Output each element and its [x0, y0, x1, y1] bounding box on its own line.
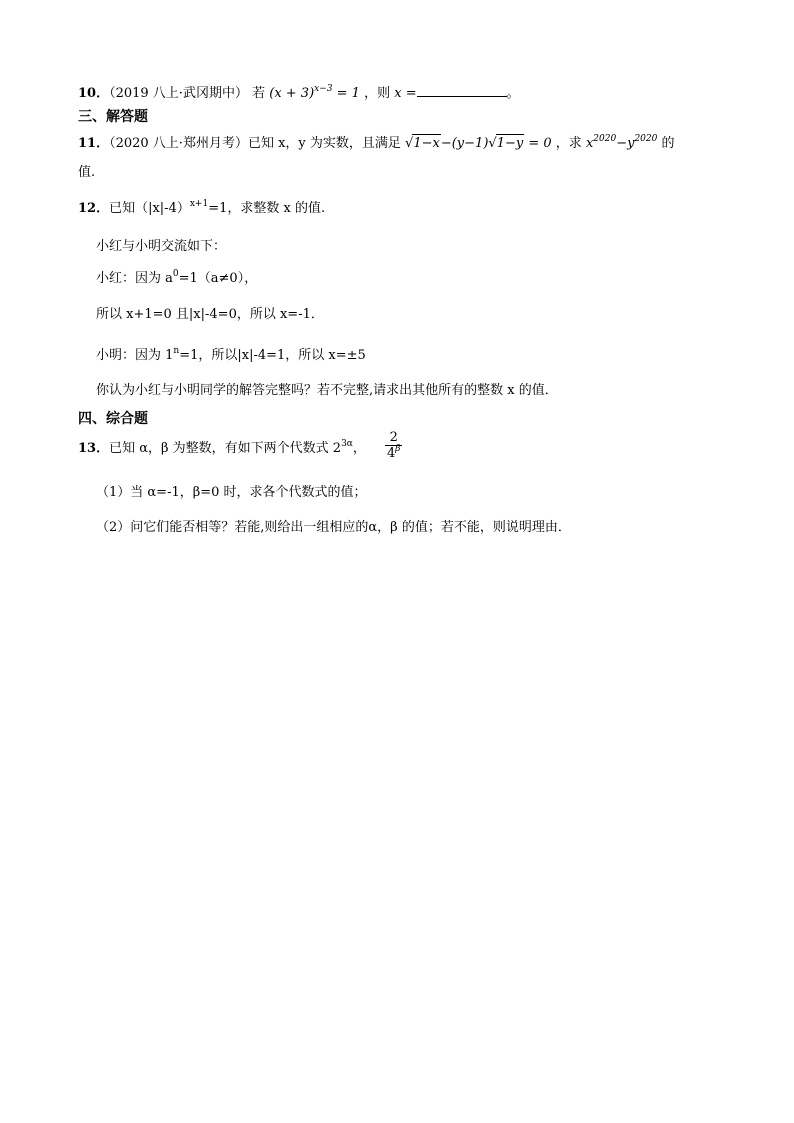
dialogue-line-3: 所以 x+1=0 且|x|-4=0，所以 x=-1． [96, 307, 324, 322]
math-exponent: x−3 [314, 84, 333, 94]
question-text: 已知 x，y 为实数，且满足 [247, 136, 401, 151]
dialogue-line-1: 小红与小明交流如下： [96, 239, 227, 254]
question-number: 10． [78, 86, 110, 101]
question-text: ，求 [555, 136, 582, 151]
math-var: x = [394, 86, 417, 101]
section-title-4: 四、综合题 [78, 411, 148, 427]
sub-question-2: （2）问它们能否相等？若能,则给出一组相应的α，β 的值；若不能，则说明理由． [96, 520, 571, 535]
question-text: ，则 [364, 86, 391, 101]
question-number: 11． [78, 136, 110, 151]
dialogue-line-4: 小明：因为 $1^n=1$，所以|x|-4=1，所以 x=±5 [96, 346, 366, 363]
question-text: 已知（|x|-4） [109, 201, 190, 216]
sqrt-expression: √1−x−(y−1)√1−y = 0 [405, 136, 552, 151]
question-12 [78, 200, 325, 219]
question-number: 12． [78, 201, 110, 216]
sub-question-1: （1）当 α=-1，β=0 时，求各个代数式的值； [96, 485, 367, 500]
dialogue-line-5: 你认为小红与小明同学的解答完整吗？若不完整,请求出其他所有的整数 x 的值． [96, 383, 558, 398]
question-text: 若 [252, 86, 266, 101]
question-source: （2020 八上·郑州月考） [109, 136, 248, 151]
question-13: 13．已知 α，β 为整数，有如下两个代数式 $2^{3\alpha}$， [78, 439, 366, 456]
question-10 [78, 84, 520, 104]
dialogue-line-2: 小红：因为 $a^0=1(a\ne 0)$， [96, 269, 258, 286]
question-text: 的 [661, 136, 675, 151]
section-title-3: 三、解答题 [78, 109, 148, 125]
math-exponent: 3α [341, 439, 353, 449]
math-base: (x + 3) [269, 86, 315, 101]
question-11 [78, 134, 675, 154]
question-11-line2: 值. [78, 165, 96, 180]
math-rhs: = 1 [332, 86, 360, 101]
question-text: 已知 α，β 为整数，有如下两个代数式 2 [109, 441, 342, 456]
fraction-expression: $\frac{2}{4^\beta}$ [387, 430, 401, 461]
math-power-expression: $x^{2020}-y^{2020}$ [585, 134, 658, 151]
question-source: （2019 八上·武冈期中） [109, 86, 248, 101]
answer-blank [417, 84, 507, 97]
question-number: 13． [78, 441, 110, 456]
math-exponent: x+1 [189, 199, 209, 209]
question-end: 。 [506, 86, 520, 101]
question-text: =1，求整数 x 的值. [208, 201, 326, 216]
